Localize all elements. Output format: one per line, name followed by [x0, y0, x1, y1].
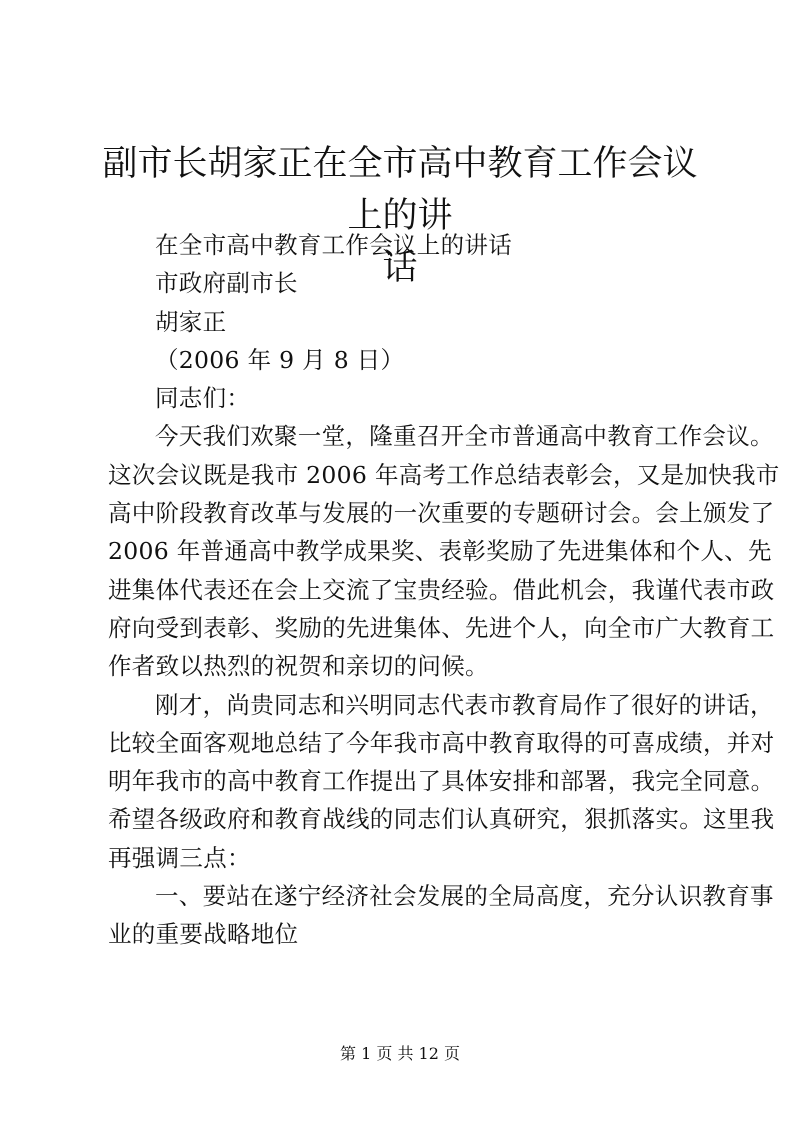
- paragraph-1-line-1: 今天我们欢聚一堂，隆重召开全市普通高中教育工作会议。: [155, 422, 774, 451]
- speaker-position: 市政府副市长: [155, 269, 298, 298]
- speaker-name: 胡家正: [155, 307, 227, 336]
- paragraph-1-line-2: 这次会议既是我市 2006 年高考工作总结表彰会，又是加快我市: [108, 460, 780, 489]
- paragraph-2-line-4: 希望各级政府和教育战线的同志们认真研究，狠抓落实。这里我: [108, 805, 775, 834]
- paragraph-1-line-5: 进集体代表还在会上交流了宝贵经验。借此机会，我谨代表市政: [108, 575, 775, 604]
- paragraph-2-line-1: 刚才，尚贵同志和兴明同志代表市教育局作了很好的讲话，: [155, 690, 774, 719]
- paragraph-2-line-3: 明年我市的高中教育工作提出了具体安排和部署，我完全同意。: [108, 767, 775, 796]
- paragraph-2-line-2: 比较全面客观地总结了今年我市高中教育取得的可喜成绩，并对: [108, 728, 775, 757]
- paragraph-1-line-7: 作者致以热烈的祝贺和亲切的问候。: [108, 652, 489, 681]
- page-indicator: 第 1 页 共 12 页: [340, 1044, 460, 1063]
- title-line-1: 副市长胡家正在全市高中教育工作会议上的讲: [102, 144, 698, 236]
- subtitle-line: 在全市高中教育工作会议上的讲话: [155, 231, 512, 259]
- paragraph-1-line-4: 2006 年普通高中教学成果奖、表彰奖励了先进集体和个人、先: [108, 537, 772, 566]
- page-footer: [0, 1044, 800, 1064]
- document-body: [108, 226, 780, 954]
- section-heading-line-1: 一、要站在遂宁经济社会发展的全局高度，充分认识教育事: [155, 882, 774, 911]
- section-heading-line-2: 业的重要战略地位: [108, 920, 299, 949]
- paragraph-2-line-5: 再强调三点：: [108, 843, 251, 872]
- paragraph-1-line-3: 高中阶段教育改革与发展的一次重要的专题研讨会。会上颁发了: [108, 499, 775, 528]
- salutation: 同志们：: [155, 384, 251, 413]
- speech-date: （2006 年 9 月 8 日）: [155, 345, 405, 374]
- title-line-2: 话: [382, 248, 418, 288]
- paragraph-1-line-6: 府向受到表彰、奖励的先进集体、先进个人，向全市广大教育工: [108, 613, 775, 642]
